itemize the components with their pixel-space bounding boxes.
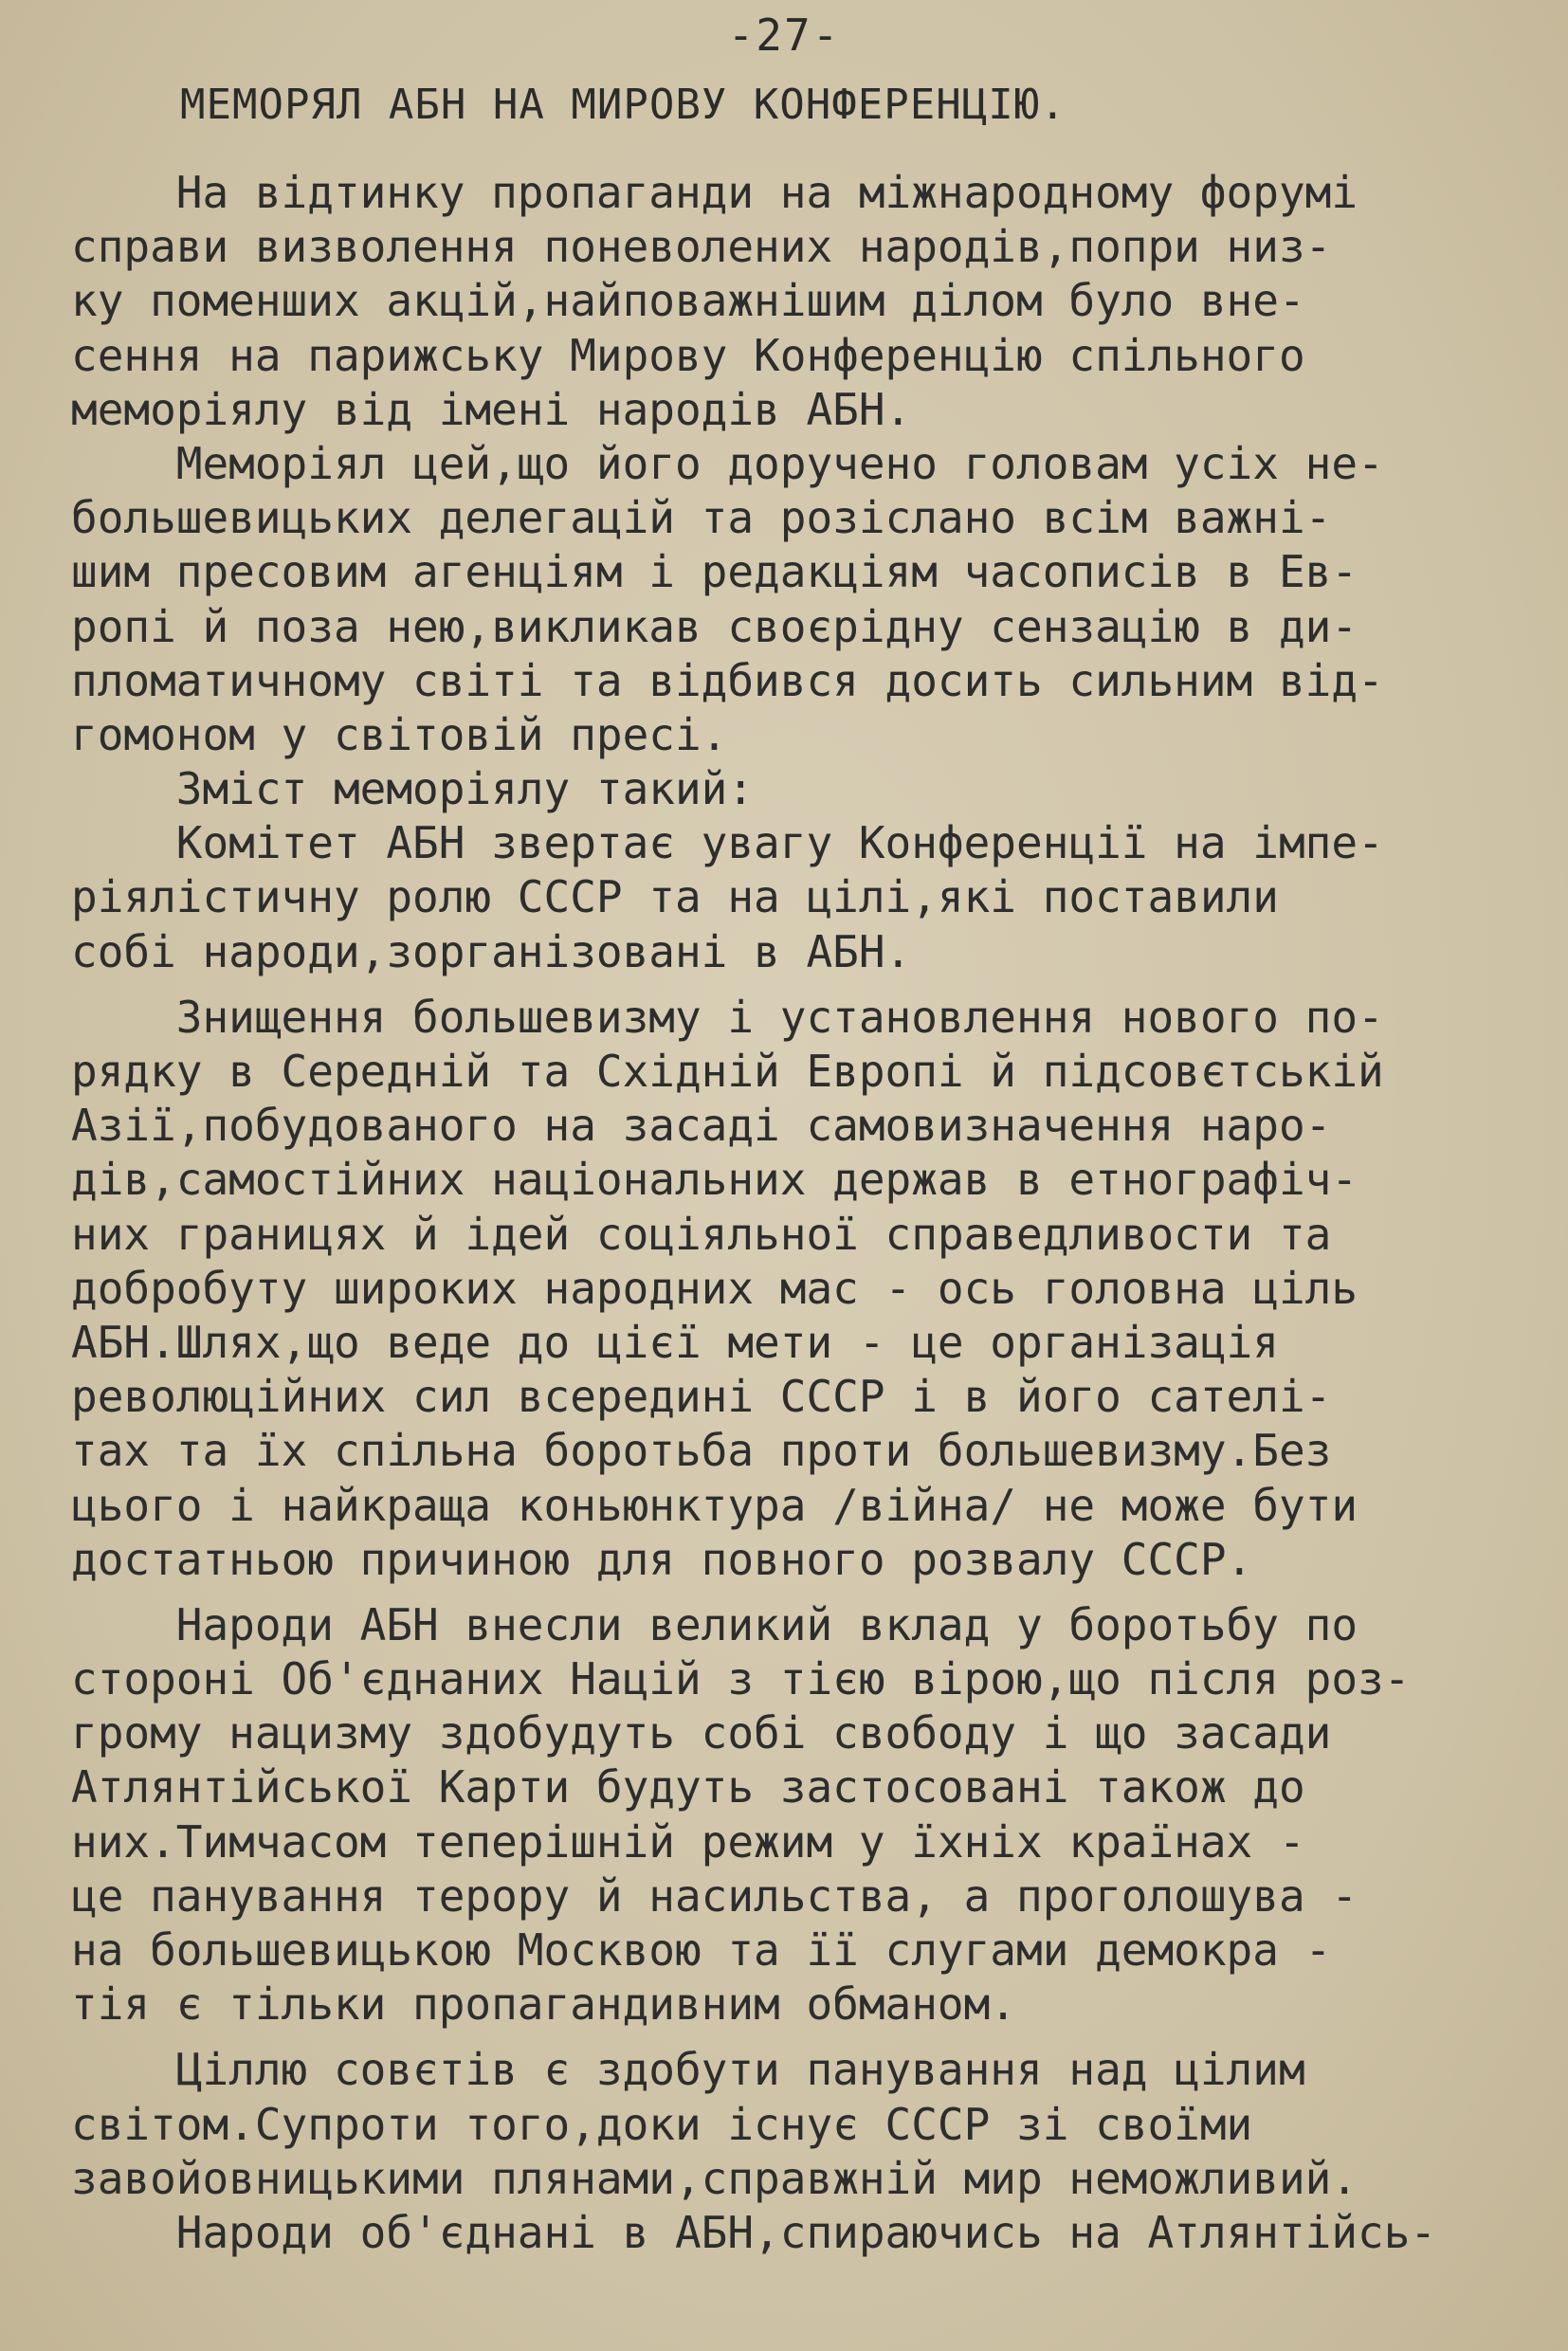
paragraph-gap bbox=[71, 1587, 1559, 1598]
text-line: Народи об'єднані в АБН,спираючись на Атлянтійсь- bbox=[71, 2206, 1437, 2258]
text-line: большевицьких делегацій та розіслано всім важні- bbox=[71, 492, 1332, 544]
text-line: тія є тільки пропагандивним обманом. bbox=[71, 1978, 1016, 2031]
text-line: цього і найкраща коньюнктура /війна/ не може бути bbox=[71, 1479, 1358, 1531]
paragraph bbox=[71, 166, 1559, 437]
text-line: справи визволення поневолених народів,попри низ- bbox=[71, 221, 1332, 273]
text-line: достатньою причиною для повного розвалу СССР. bbox=[71, 1533, 1253, 1585]
paragraph bbox=[71, 437, 1559, 762]
paragraph bbox=[71, 2043, 1559, 2260]
text-line: сення на парижську Мирову Конференцію спільного bbox=[71, 329, 1305, 381]
text-line: Знищення большевизму і установлення нового по- bbox=[71, 991, 1384, 1043]
paragraph-gap bbox=[71, 979, 1559, 991]
text-line: ропі й поза нею,викликав своєрідну сензацію в ди- bbox=[71, 600, 1358, 652]
text-line: Зміст меморіялу такий: bbox=[71, 763, 755, 815]
text-line: шим пресовим агенціям і редакціям часописів в Ев- bbox=[71, 546, 1358, 598]
text-line: собі народи,зорганізовані в АБН. bbox=[71, 925, 912, 977]
text-line: революційних сил всередині СССР і в його сателі- bbox=[71, 1371, 1332, 1423]
text-line: гомоном у світовій пресі. bbox=[71, 708, 728, 760]
text-line: стороні Об'єднаних Націй з тією вірою,що після роз- bbox=[71, 1653, 1411, 1705]
paragraph-gap bbox=[71, 2032, 1559, 2043]
text-line: Ціллю совєтів є здобути панування над цілим bbox=[71, 2044, 1305, 2096]
text-line: це панування терору й насильства, а проголошува - bbox=[71, 1869, 1358, 1922]
text-line: ріялістичну ролю СССР та на цілі,які поставили bbox=[71, 871, 1279, 923]
text-line: рядку в Середній та Східній Европі й підсовєтській bbox=[71, 1046, 1384, 1097]
text-line: Атлянтійської Карти будуть застосовані також до bbox=[71, 1761, 1305, 1813]
paragraph bbox=[71, 991, 1559, 1587]
text-line: Меморіял цей,що його доручено головам усіх не- bbox=[71, 437, 1384, 489]
text-line: грому нацизму здобудуть собі свободу і що засади bbox=[71, 1707, 1332, 1759]
text-line: Комітет АБН звертає увагу Конференції на імпе- bbox=[71, 817, 1384, 869]
body-text bbox=[71, 166, 1559, 2260]
paragraph bbox=[71, 816, 1559, 979]
paragraph bbox=[71, 762, 1559, 816]
text-line: дів,самостійних національних держав в етнографіч- bbox=[71, 1154, 1358, 1206]
text-line: меморіялу від імені народів АБН. bbox=[71, 383, 912, 435]
text-line: тах та їх спільна боротьба проти большевизму.Без bbox=[71, 1425, 1332, 1477]
text-line: них границях й ідей соціяльної справедливости та bbox=[71, 1208, 1332, 1260]
text-line: світом.Супроти того,доки існує СССР зі своїми bbox=[71, 2098, 1253, 2150]
text-line: Народи АБН внесли великий вклад у боротьбу по bbox=[71, 1598, 1358, 1650]
text-line: ку поменших акцій,найповажнішим ділом було вне- bbox=[71, 275, 1305, 327]
paragraph bbox=[71, 1598, 1559, 2032]
text-line: на большевицькою Москвою та її слугами демокра - bbox=[71, 1924, 1332, 1976]
text-line: добробуту широких народних мас - ось головна ціль bbox=[71, 1262, 1358, 1314]
text-line: На відтинку пропаганди на міжнародному форумі bbox=[71, 167, 1358, 218]
text-line: пломатичному світі та відбився досить сильним від- bbox=[71, 654, 1384, 706]
text-line: завойовницькими плянами,справжній мир неможливий. bbox=[71, 2152, 1358, 2204]
text-line: АБН.Шлях,що веде до цієї мети - це організація bbox=[71, 1316, 1279, 1368]
page-number: -27- bbox=[727, 9, 841, 61]
text-line: них.Тимчасом теперішній режим у їхніх країнах - bbox=[71, 1815, 1305, 1868]
text-line: Азії,побудованого на засаді самовизначення наро- bbox=[71, 1100, 1332, 1152]
document-title: МЕМОРЯЛ АБН НА МИРОВУ КОНФЕРЕНЦІЮ. bbox=[180, 81, 1067, 129]
